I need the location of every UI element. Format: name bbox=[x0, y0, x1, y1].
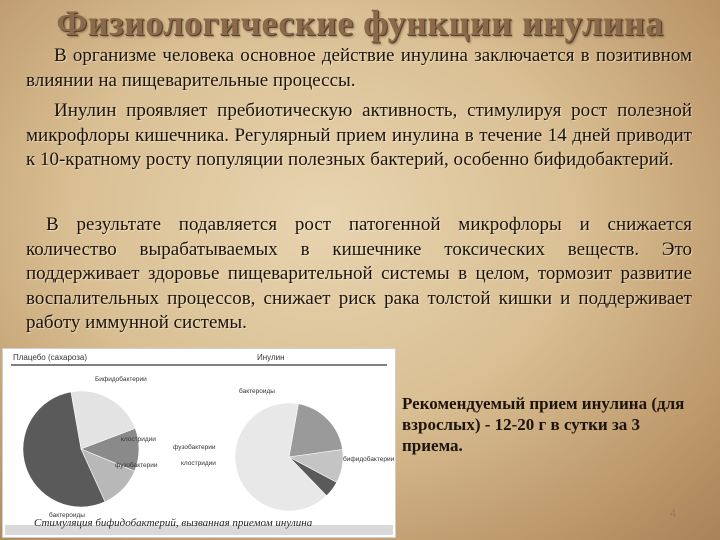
pie-slice-label: клостридии bbox=[121, 436, 156, 443]
paragraph-prebiotic: Инулин проявляет пребиотическую активность, стимулируя рост полезной микрофлоры кишечника. Регулярный прием инулина в течение 14 дней приводит к 10-кратному росту популяции полезных бактерий, особенно бифидобактерий. bbox=[26, 100, 692, 170]
pie-title: Плацебо (сахароза) bbox=[13, 353, 88, 362]
paragraph-result: В результате подавляется рост патогенной микрофлоры и снижается количество вырабатываемых в кишечнике токсических веществ. Это поддерживает здоровье пищеварительной системы в целом, тормозит развитие воспалительных процессов, снижает риск рака толстой кишки и поддерживает работу иммунной системы. bbox=[26, 214, 692, 333]
pie-slice-label: фузобактерии bbox=[115, 462, 158, 469]
pie-slice-label: бактероиды bbox=[239, 388, 275, 395]
pie-slice-label: бактероиды bbox=[49, 512, 85, 519]
pie-slice-label: бифидобактерии bbox=[343, 456, 395, 463]
page-number: 4 bbox=[670, 508, 677, 520]
pie-slice-label: клостридии bbox=[181, 460, 216, 467]
figure-caption: Стимуляция бифидобактерий, вызванная приемом инулина bbox=[34, 517, 313, 529]
dosage-recommendation: Рекомендуемый прием инулина (для взрослых) - 12-20 г в сутки за 3 приема. bbox=[402, 394, 685, 455]
pie-title: Инулин bbox=[257, 353, 285, 362]
pie-charts-svg bbox=[3, 349, 395, 537]
pie-slice-label: Бифидобактерии bbox=[95, 376, 147, 383]
pie-slice-label: фузобактерии bbox=[173, 444, 216, 451]
slide-title: Физиологические функции инулина bbox=[56, 3, 664, 43]
pie-charts-figure bbox=[2, 348, 396, 538]
paragraph-intro: В организме человека основное действие инулина заключается в позитивном влиянии на пищеварительные процессы. bbox=[26, 45, 692, 91]
